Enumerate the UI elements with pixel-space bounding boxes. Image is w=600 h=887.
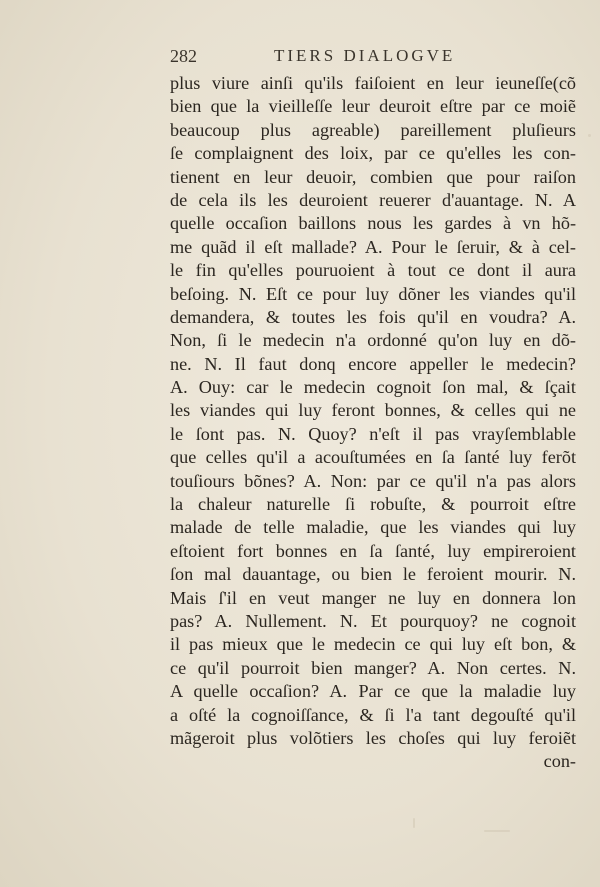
text-line: a oſté la cognoiſſance, & ſi l'a tant degouſté qu'il [170, 704, 576, 725]
text-line: A quelle occaſion? A. Par ce que la maladie luy [170, 681, 576, 702]
text-line: bien que la vieilleſſe leur deuroit eſtre par ce moiẽ [170, 96, 576, 117]
text-line: Non, ſi le medecin n'a ordonné qu'on luy en dõ- [170, 330, 576, 351]
text-line: plus viure ainſi qu'ils faiſoient en leur ieuneſſe(cõ [170, 73, 576, 93]
text-line: le fin qu'elles pouruoient à tout ce dont il aura [170, 260, 576, 281]
text-line: tienent en leur deuoir, combien que pour raiſon [170, 166, 576, 187]
text-line: mãgeroit plus volõtiers les choſes qui luy feroiẽt [170, 727, 576, 748]
text-line: les viandes qui luy feront bonnes, & celles qui ne [170, 400, 576, 421]
text-line: pas? A. Nullement. N. Et pourquoy? ne cognoit [170, 610, 576, 631]
text-line: quelle occaſion baillons nous les gardes à vn hõ- [170, 213, 576, 234]
text-line: beſoing. N. Eſt ce pour luy dõner les viandes qu'il [170, 283, 576, 304]
text-line: touſiours bõnes? A. Non: par ce qu'il n'a pas alors [170, 470, 576, 491]
text-line: il pas mieux que le medecin ce qui luy eſt bon, & [170, 634, 576, 655]
running-head: TIERS DIALOGVE [274, 46, 456, 65]
body-text [170, 72, 576, 774]
text-line: eſtoient fort bonnes en ſa ſanté, luy empireroient [170, 540, 576, 561]
text-line: la chaleur naturelle ſi robuſte, & pourroit eſtre [170, 494, 576, 515]
text-line: A. Ouy: car le medecin cognoit ſon mal, & ſçait [170, 377, 576, 398]
text-line: ce qu'il pourroit bien manger? A. Non certes. N. [170, 657, 576, 678]
text-line: que celles qu'il a acouſtumées en ſa ſanté luy ferõt [170, 447, 576, 468]
text-line: ſe complaignent des loix, par ce qu'elles les con- [170, 143, 576, 164]
text-line: beaucoup plus agreable) pareillement pluſieurs [170, 119, 576, 140]
text-line: ſon mal dauantage, ou bien le feroient mourir. N. [170, 564, 576, 585]
text-line: de cela ils les deuroient reuerer d'auantage. N. A [170, 189, 576, 210]
text-line: demandera, & toutes les fois qu'il en voudra? A. [170, 306, 576, 327]
text-line: malade de telle maladie, que les viandes qui luy [170, 517, 576, 538]
catchword: con- [543, 751, 576, 772]
page-number: 282 [170, 46, 197, 66]
text-line: Mais ſ'il en veut manger ne luy en donnera lon [170, 587, 576, 608]
page-header [170, 46, 570, 68]
text-line: le ſont pas. N. Quoy? n'eſt il pas vrayſemblable [170, 423, 576, 444]
text-line: ne. N. Il faut donq encore appeller le medecin? [170, 353, 576, 374]
text-line: me quãd il eſt mallade? A. Pour le ſeruir, & à cel- [170, 236, 576, 257]
